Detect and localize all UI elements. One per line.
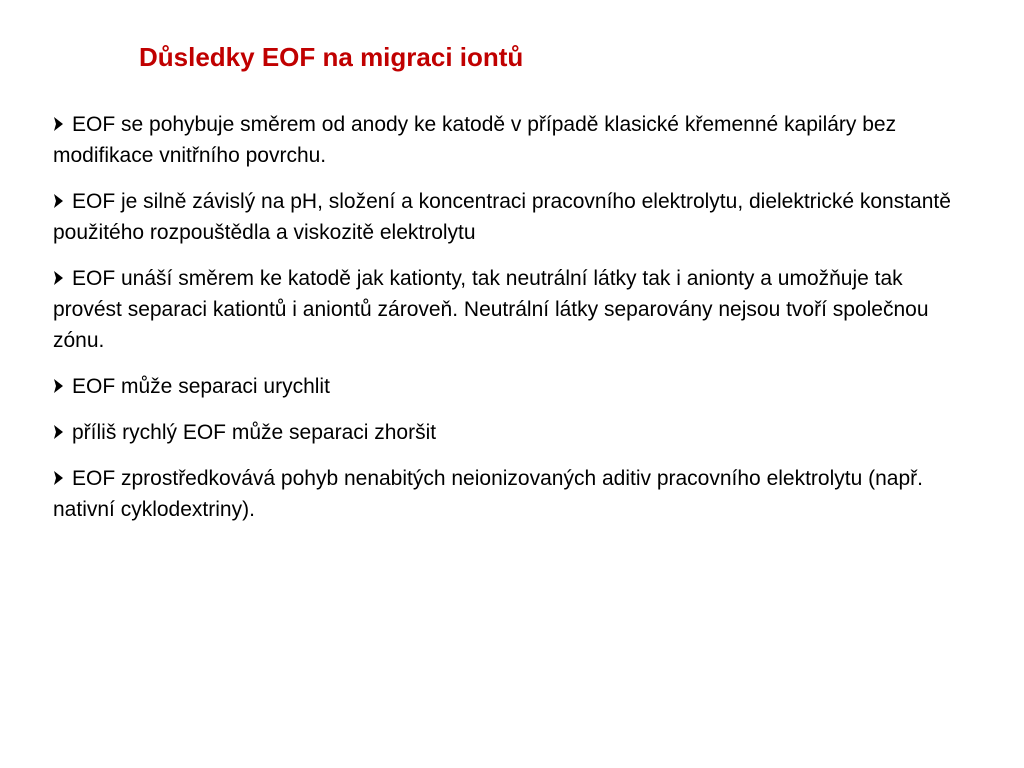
bullet-item: [53, 109, 958, 171]
bullet-text: příliš rychlý EOF může separaci zhoršit: [72, 421, 437, 444]
bullet-list: [53, 109, 958, 540]
arrowhead-bullet-icon: [53, 378, 64, 394]
slide-title: Důsledky EOF na migraci iontů: [139, 42, 524, 72]
bullet-text: EOF může separaci urychlit: [72, 375, 330, 398]
arrowhead-bullet-icon: [53, 470, 64, 486]
bullet-item: [53, 463, 958, 525]
bullet-item: [53, 371, 958, 402]
arrowhead-bullet-icon: [53, 116, 64, 132]
bullet-item: [53, 263, 958, 356]
bullet-text: EOF se pohybuje směrem od anody ke katodě v případě klasické křemenné kapiláry bez modifikace vnitřního povrchu.: [53, 113, 897, 167]
arrowhead-bullet-icon: [53, 193, 64, 209]
bullet-item: [53, 186, 958, 248]
arrowhead-bullet-icon: [53, 270, 64, 286]
bullet-item: [53, 417, 958, 448]
bullet-text: EOF je silně závislý na pH, složení a koncentraci pracovního elektrolytu, dielektrické konstantě použitého rozpouštědla a viskozitě elektrolytu: [53, 190, 951, 244]
bullet-text: EOF zprostředkovává pohyb nenabitých neionizovaných aditiv pracovního elektrolytu (např. nativní cyklodextriny).: [53, 467, 923, 521]
arrowhead-bullet-icon: [53, 424, 64, 440]
bullet-text: EOF unáší směrem ke katodě jak kationty, tak neutrální látky tak i anionty a umožňuje tak provést separaci kationtů i aniontů zároveň. Neutrální látky separovány nejsou tvoří společnou zónu.: [53, 267, 929, 352]
